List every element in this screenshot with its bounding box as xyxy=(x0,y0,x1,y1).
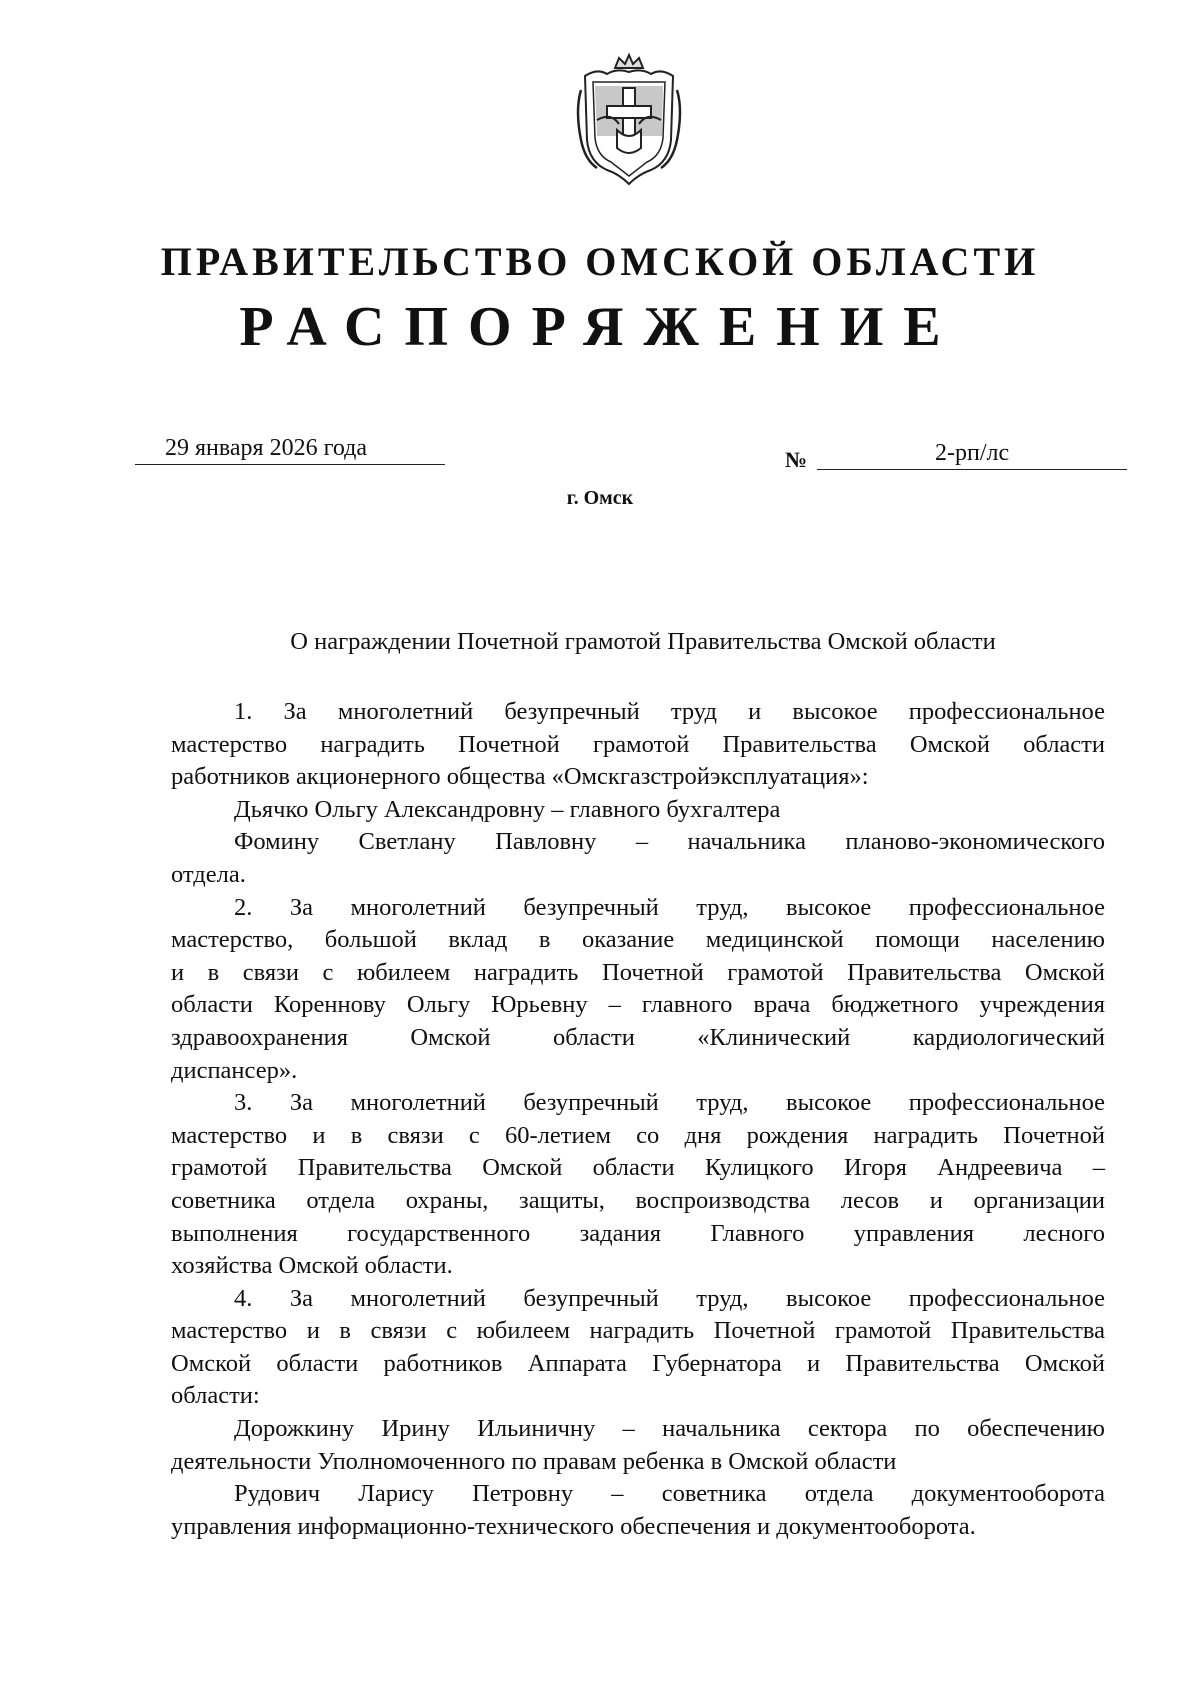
body-line: хозяйства Омской области. xyxy=(171,1252,453,1280)
document-body xyxy=(171,696,1105,1543)
document-title: О награждении Почетной грамотой Правительства Омской области xyxy=(290,628,996,655)
body-line: выполнения государственного задания Главного управления лесного xyxy=(171,1219,1105,1247)
document-date-field xyxy=(135,432,445,465)
coat-of-arms-icon xyxy=(567,50,692,190)
body-line: деятельности Уполномоченного по правам ребенка в Омской области xyxy=(171,1447,897,1475)
organization-name: ПРАВИТЕЛЬСТВО ОМСКОЙ ОБЛАСТИ xyxy=(160,239,1040,284)
city: г. Омск xyxy=(566,487,634,509)
body-line: управления информационно-технического обеспечения и документооборота. xyxy=(171,1512,976,1540)
body-line: Фомину Светлану Павловну – начальника планово-экономического xyxy=(234,828,1105,856)
body-line: 2. За многолетний безупречный труд, высокое профессиональное xyxy=(234,893,1105,921)
document-number: 2-рп/лс xyxy=(935,440,1010,466)
body-line: мастерство, большой вклад в оказание медицинской помощи населению xyxy=(171,926,1105,954)
body-line: Дорожкину Ирину Ильиничну – начальника сектора по обеспечению xyxy=(234,1415,1105,1443)
body-line: диспансер». xyxy=(171,1056,298,1084)
body-line: и в связи с юбилеем наградить Почетной грамотой Правительства Омской xyxy=(171,958,1105,986)
body-line: работников акционерного общества «Омскгазстройэксплуатация»: xyxy=(171,763,869,791)
body-line: мастерство наградить Почетной грамотой Правительства Омской области xyxy=(171,730,1105,758)
number-sign: № xyxy=(785,447,808,472)
body-line: Рудович Ларису Петровну – советника отдела документооборота xyxy=(234,1480,1105,1508)
document-date: 29 января 2026 года xyxy=(165,435,368,461)
body-line: советника отдела охраны, защиты, воспроизводства лесов и организации xyxy=(171,1186,1105,1214)
body-line: Омской области работников Аппарата Губернатора и Правительства Омской xyxy=(171,1349,1105,1377)
document-type: РАСПОРЯЖЕНИЕ xyxy=(239,296,961,358)
body-line: области Кореннову Ольгу Юрьевну – главного врача бюджетного учреждения xyxy=(171,991,1105,1019)
body-line: 1. За многолетний безупречный труд и высокое профессиональное xyxy=(234,698,1105,725)
body-line: здравоохранения Омской области «Клинический кардиологический xyxy=(171,1023,1105,1051)
body-line: отдела. xyxy=(171,860,246,888)
body-line: области: xyxy=(171,1382,260,1410)
body-line: грамотой Правительства Омской области Кулицкого Игоря Андреевича – xyxy=(171,1154,1105,1182)
body-line: Дьячко Ольгу Александровну – главного бухгалтера xyxy=(234,795,781,823)
document-number-field xyxy=(817,437,1127,470)
body-line: 4. За многолетний безупречный труд, высокое профессиональное xyxy=(234,1284,1105,1312)
body-line: мастерство и в связи с юбилеем наградить Почетной грамотой Правительства xyxy=(171,1317,1105,1345)
body-line: 3. За многолетний безупречный труд, высокое профессиональное xyxy=(234,1089,1105,1117)
body-line: мастерство и в связи с 60-летием со дня рождения наградить Почетной xyxy=(171,1121,1105,1149)
